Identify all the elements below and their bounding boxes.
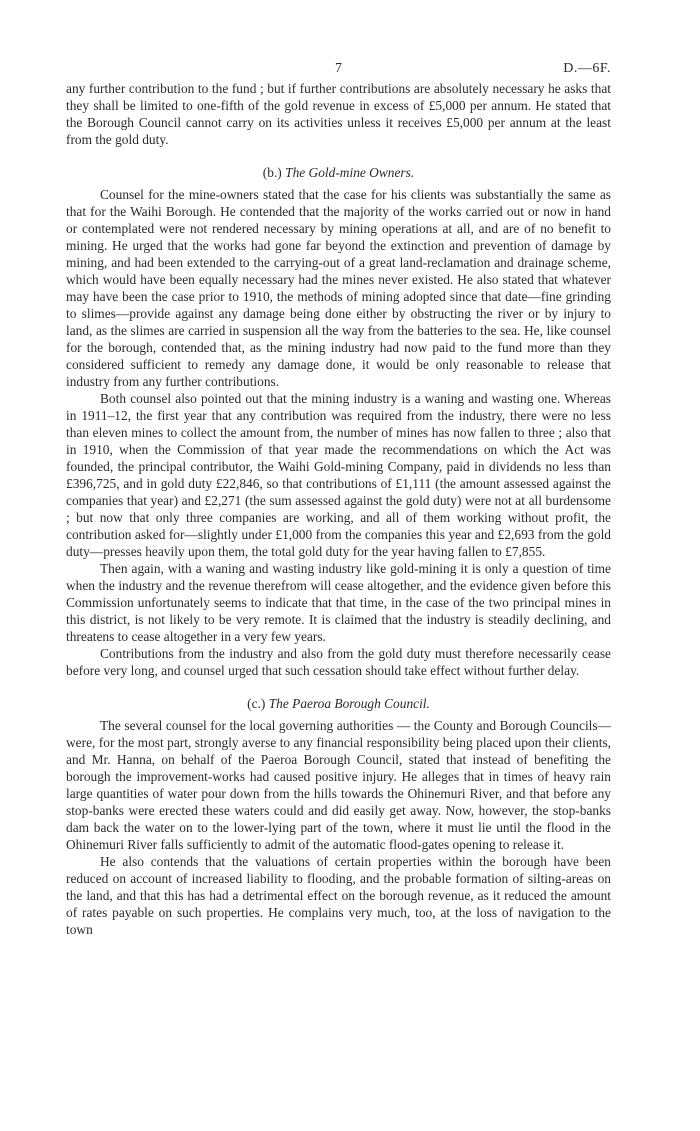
section-heading-paeroa-borough-council (66, 695, 611, 712)
document-code: D.—6F. (563, 61, 611, 76)
paragraph-continuation: any further contribution to the fund ; but if further contributions are absolutely necessary he asks that they shall be limited to one-fifth of the gold revenue in excess of £5,000 per annum. He stated that the Borough Council cannot carry on its activities unless it receives £5,000 per annum at the least from the gold duty. (66, 81, 611, 147)
paragraph: The several counsel for the local governing authorities — the County and Borough Councils—were, for the most part, strongly averse to any financial responsibility being placed upon their clients, and Mr. Hanna, on behalf of the Paeroa Borough Council, stated that instead of benefiting the borough the improvement-works had caused positive injury. He alleges that in times of heavy rain large quantities of water pour down from the hills towards the Ohinemuri River, and that before any stop-banks were erected these waters could and did easily get away. Now, however, the stop-banks dam back the water on to the lower-lying part of the town, where it must lie until the flood in the Ohinemuri River falls sufficiently to admit of the automatic flood-gates opening to release it. (66, 718, 611, 852)
section-title: The Paeroa Borough Council. (268, 696, 430, 711)
paragraph: Contributions from the industry and also from the gold duty must therefore necessarily cease before very long, and counsel urged that such cessation should take effect without further delay. (66, 646, 611, 678)
paragraph: He also contends that the valuations of certain properties within the borough have been reduced on account of increased liability to flooding, and the probable formation of silting-areas on the land, and that this has had a detrimental effect on the borough revenue, as it reduced the amount of rates payable on such properties. He complains very much, too, at the loss of navigation to the town (66, 854, 611, 937)
paragraph: Both counsel also pointed out that the mining industry is a waning and wasting one. Whereas in 1911–12, the first year that any contribution was required from the industry, there were no less than eleven mines to collect the amount from, the number of mines has now fallen to three ; also that in 1910, when the Commission of that year made the recommendations on which the Act was founded, the principal contributor, the Waihi Gold-mining Company, paid in dividends no less than £396,725, and in gold duty £22,846, so that contributions of £1,111 (the amount assessed against the companies that year) and £2,271 (the sum assessed against the gold duty) were not at all burdensome ; but now that only three companies are working, and all of them working without profit, the contribution asked for—slightly under £1,000 from the companies this year and £2,693 from the gold duty—presses heavily upon them, the total gold duty for the year having fallen to £7,855. (66, 391, 611, 559)
section-label: (c.) (247, 696, 266, 711)
document-body (66, 80, 611, 938)
paragraph: Then again, with a waning and wasting industry like gold-mining it is only a question of time when the industry and the revenue therefrom will cease altogether, and the evidence given before this Commission unfortunately seems to indicate that that time, in the case of the two principal mines in this district, is not likely to be very remote. It is claimed that the industry is steadily declining, and threatens to cease altogether in a very few years. (66, 561, 611, 644)
section-title: The Gold-mine Owners. (285, 165, 415, 180)
page-header (66, 60, 611, 78)
page-number: 7 (335, 61, 342, 76)
section-label: (b.) (262, 165, 282, 180)
section-heading-gold-mine-owners (66, 164, 611, 181)
paragraph: Counsel for the mine-owners stated that the case for his clients was substantially the same as that for the Waihi Borough. He contended that the majority of the works carried out or now in hand or contemplated were not rendered necessary by mining operations at all, and are of no benefit to mining. He urged that the works had gone far beyond the extinction and prevention of damage by mining, and had been extended to the carrying-out of a great land-reclamation and drainage scheme, which would have been equally necessary had the mines never existed. He also stated that whatever may have been the case prior to 1910, the methods of mining adopted since that date—fine grinding to slimes—provide against any damage being done either by obstructing the river or by injury to land, as the slimes are carried in suspension all the way from the batteries to the sea. He, like counsel for the borough, contended that, as the mining industry had now paid to the fund more than they considered sufficient to remedy any damage done, it would be only reasonable to release that industry from any further contributions. (66, 187, 611, 389)
